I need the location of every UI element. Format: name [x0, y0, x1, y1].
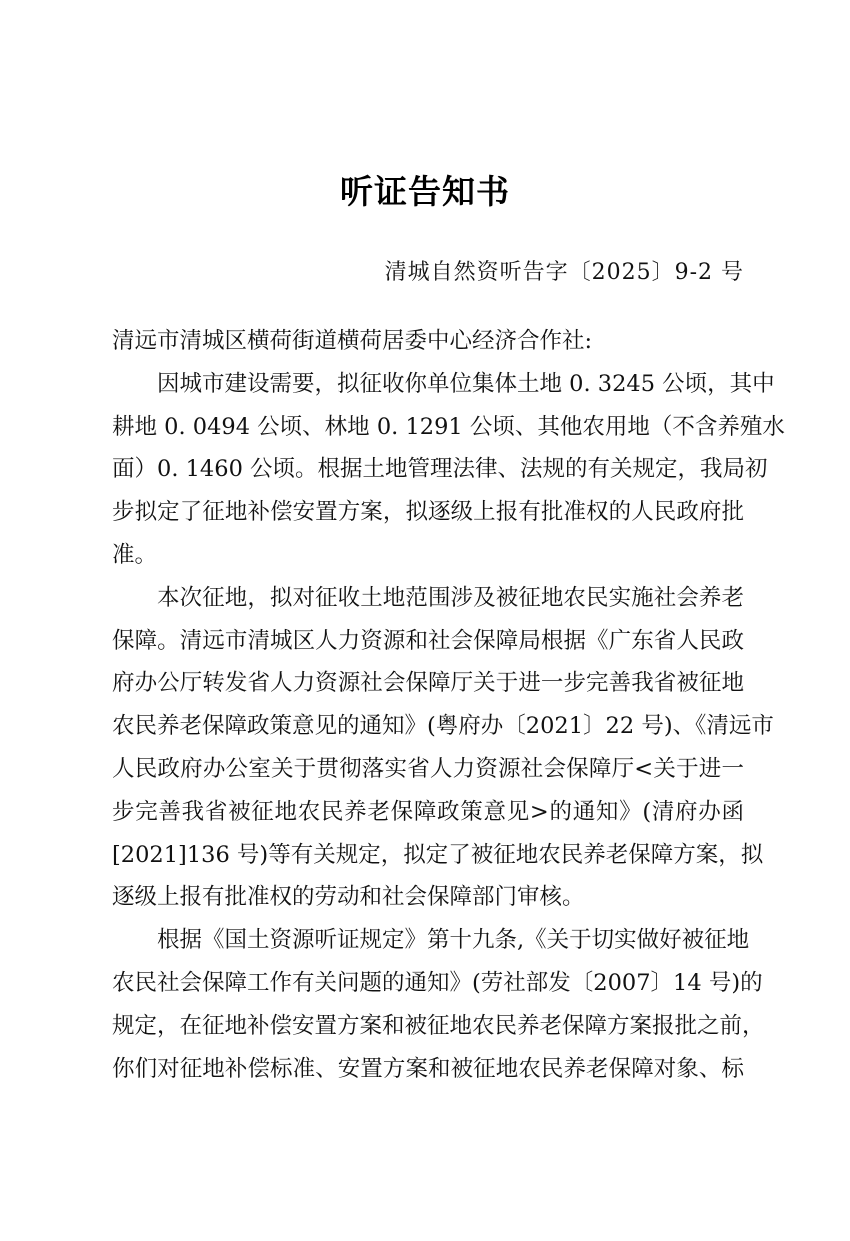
paragraph-2-line-1: 本次征地，拟对征收土地范围涉及被征地农民实施社会养老 — [157, 584, 744, 611]
paragraph-2-line-3: 府办公厅转发省人力资源社会保障厅关于进一步完善我省被征地 — [112, 670, 744, 697]
paragraph-2-line-6: 步完善我省被征地农民养老保障政策意见>的通知》(清府办函 — [112, 798, 744, 825]
paragraph-2-line-8: 逐级上报有批准权的劳动和社会保障部门审核。 — [112, 884, 585, 911]
paragraph-3-line-3: 规定，在征地补偿安置方案和被征地农民养老保障方案报批之前， — [112, 1012, 765, 1039]
paragraph-3-line-2: 农民社会保障工作有关问题的通知》(劳社部发〔2007〕14 号)的 — [112, 969, 763, 996]
paragraph-2-line-2: 保障。清远市清城区人力资源和社会保障局根据《广东省人民政 — [112, 627, 744, 654]
paragraph-1-line-4: 步拟定了征地补偿安置方案，拟逐级上报有批准权的人民政府批 — [112, 499, 744, 526]
paragraph-2-line-4: 农民养老保障政策意见的通知》(粤府办〔2021〕22 号)、《清远市 — [112, 713, 774, 740]
paragraph-3-line-4: 你们对征地补偿标准、安置方案和被征地农民养老保障对象、标 — [112, 1055, 744, 1082]
paragraph-1-line-3: 面）0. 1460 公顷。根据土地管理法律、法规的有关规定，我局初 — [112, 456, 768, 483]
paragraph-2-line-7: [2021]136 号)等有关规定，拟定了被征地农民养老保障方案，拟 — [112, 841, 764, 868]
document-number: 清城自然资听告字〔2025〕9-2 号 — [384, 260, 744, 285]
paragraph-2-line-5: 人民政府办公室关于贯彻落实省人力资源社会保障厅<关于进一 — [112, 755, 744, 782]
document-body — [112, 320, 785, 1090]
paragraph-3-line-1: 根据《国土资源听证规定》第十九条,《关于切实做好被征地 — [157, 927, 750, 954]
paragraph-1-line-2: 耕地 0. 0494 公顷、林地 0. 1291 公顷、其他农用地（不含养殖水 — [112, 413, 785, 440]
paragraph-1-line-1: 因城市建设需要，拟征收你单位集体土地 0. 3245 公顷，其中 — [157, 370, 775, 397]
addressee: 清远市清城区横荷街道横荷居委中心经济合作社: — [112, 328, 593, 354]
document-title: 听证告知书 — [340, 172, 510, 211]
paragraph-1-line-5: 准。 — [112, 541, 158, 568]
